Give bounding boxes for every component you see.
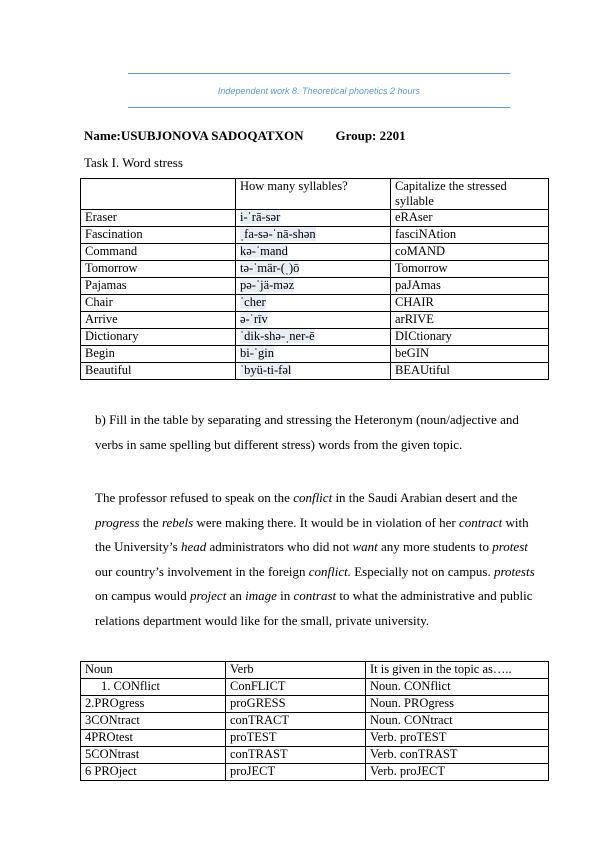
word-cell: Command bbox=[81, 244, 236, 261]
verb-cell: conTRAST bbox=[226, 747, 366, 764]
header-top-rule bbox=[128, 73, 510, 74]
table-row bbox=[81, 210, 549, 227]
passage-segment: an bbox=[226, 588, 246, 603]
student-info bbox=[84, 128, 406, 144]
heteronym-word: image bbox=[245, 588, 277, 603]
table-row bbox=[81, 730, 549, 747]
topic-usage-cell: Noun. PROgress bbox=[366, 696, 549, 713]
verb-cell: proJECT bbox=[226, 764, 366, 781]
syllables-cell bbox=[236, 227, 391, 244]
pronunciation-text: ˈdik-shə-ˌner-ē bbox=[240, 329, 315, 343]
pronunciation-text: ə-ˈrīv bbox=[240, 312, 268, 326]
word-cell: Fascination bbox=[81, 227, 236, 244]
header-bottom-rule bbox=[128, 107, 510, 108]
table-row bbox=[81, 244, 549, 261]
group-number: Group: 2201 bbox=[335, 128, 406, 143]
heteronym-word: want bbox=[352, 539, 378, 554]
passage-segment: The professor refused to speak on the bbox=[95, 490, 294, 505]
passage-segment: with the University’s bbox=[95, 514, 529, 554]
noun-cell: 2.PROgress bbox=[81, 696, 226, 713]
table-row bbox=[81, 329, 549, 346]
table-row bbox=[81, 295, 549, 312]
word-cell: Begin bbox=[81, 346, 236, 363]
table-row bbox=[81, 346, 549, 363]
syllables-cell bbox=[236, 346, 391, 363]
passage-segment: to what the administrative and public relations department would like for the small, private university. bbox=[95, 588, 533, 628]
syllables-cell bbox=[236, 210, 391, 227]
word-cell: Tomorrow bbox=[81, 261, 236, 278]
heteronym-word: protest bbox=[492, 539, 528, 554]
heteronym-table bbox=[80, 661, 549, 781]
pronunciation-text: ˈbyü-ti-fəl bbox=[240, 363, 292, 377]
topic-usage-cell: Verb. proJECT bbox=[366, 764, 549, 781]
word-cell: Arrive bbox=[81, 312, 236, 329]
header-title: Independent work 8. Theoretical phonetics 2 hours bbox=[217, 86, 421, 96]
topic-usage-cell: Verb. conTRAST bbox=[366, 747, 549, 764]
noun-cell: 4PROtest bbox=[81, 730, 226, 747]
syllables-cell bbox=[236, 261, 391, 278]
table-header-row bbox=[81, 662, 549, 679]
noun-cell: 1. CONflict bbox=[81, 679, 226, 696]
syllables-cell bbox=[236, 363, 391, 380]
syllables-cell bbox=[236, 312, 391, 329]
pronunciation-text: pə-ˈjä-məz bbox=[240, 278, 295, 292]
verb-cell: proTEST bbox=[226, 730, 366, 747]
pronunciation-text: bi-ˈgin bbox=[240, 346, 275, 360]
stressed-cell: paJAmas bbox=[391, 278, 549, 295]
heteronym-word: contract bbox=[458, 514, 503, 530]
verb-cell: conTRACT bbox=[226, 713, 366, 730]
syllables-cell bbox=[236, 329, 391, 346]
pronunciation-text: kə-ˈmand bbox=[240, 244, 288, 258]
table-row bbox=[81, 679, 549, 696]
student-name: Name:USUBJONOVA SADOQATXON bbox=[84, 128, 304, 143]
table-row bbox=[81, 747, 549, 764]
noun-cell: 5CONtrast bbox=[81, 747, 226, 764]
column-header: Noun bbox=[81, 662, 226, 679]
column-header: How many syllables? bbox=[236, 179, 391, 210]
heteronym-word: rebels bbox=[161, 514, 194, 530]
column-header: It is given in the topic as….. bbox=[366, 662, 549, 679]
passage-segment: the bbox=[139, 514, 162, 530]
syllables-cell bbox=[236, 295, 391, 312]
table-row bbox=[81, 278, 549, 295]
noun-cell: 6 PROject bbox=[81, 764, 226, 781]
passage-segment: any more students to bbox=[377, 539, 493, 554]
heteronym-word: progress bbox=[95, 514, 140, 530]
stressed-cell: Tomorrow bbox=[391, 261, 549, 278]
verb-cell: proGRESS bbox=[226, 696, 366, 713]
topic-usage-cell: Verb. proTEST bbox=[366, 730, 549, 747]
word-cell: Chair bbox=[81, 295, 236, 312]
heteronym-word: conflict. bbox=[308, 563, 351, 579]
heteronym-word: contrast bbox=[293, 588, 337, 603]
stressed-cell: coMAND bbox=[391, 244, 549, 261]
passage-segment: administrators who did not bbox=[206, 539, 353, 554]
passage-segment: our country’s involvement in the foreign bbox=[95, 563, 309, 579]
stressed-cell: BEAUtiful bbox=[391, 363, 549, 380]
column-header: Capitalize the stressed syllable bbox=[391, 179, 549, 210]
word-cell: Pajamas bbox=[81, 278, 236, 295]
stressed-cell: beGIN bbox=[391, 346, 549, 363]
heteronym-word: project bbox=[189, 588, 227, 603]
stressed-cell: arRIVE bbox=[391, 312, 549, 329]
task1-title: Task I. Word stress bbox=[84, 155, 183, 170]
column-header bbox=[81, 179, 236, 210]
pronunciation-text: i-ˈrā-sər bbox=[240, 210, 281, 224]
stressed-cell: eRAser bbox=[391, 210, 549, 227]
passage-text bbox=[95, 486, 545, 633]
noun-cell: 3CONtract bbox=[81, 713, 226, 730]
syllables-cell bbox=[236, 278, 391, 295]
table-row bbox=[81, 713, 549, 730]
passage-segment: Especially not on campus. bbox=[350, 563, 494, 579]
passage-segment: in bbox=[276, 588, 294, 603]
table-row bbox=[81, 261, 549, 278]
column-header: Verb bbox=[226, 662, 366, 679]
pronunciation-text: tə-ˈmär-(ˌ)ō bbox=[240, 261, 300, 275]
verb-cell: ConFLICT bbox=[226, 679, 366, 696]
stressed-cell: DICtionary bbox=[391, 329, 549, 346]
word-cell: Eraser bbox=[81, 210, 236, 227]
table-row bbox=[81, 764, 549, 781]
table-header-row bbox=[81, 179, 549, 210]
pronunciation-text: ˌfa-sə-ˈnā-shən bbox=[240, 227, 316, 241]
pronunciation-text: ˈcher bbox=[240, 295, 266, 309]
heteronym-word: conflict bbox=[293, 490, 333, 505]
topic-usage-cell: Noun. CONflict bbox=[366, 679, 549, 696]
task-b-instruction: b) Fill in the table by separating and stressing the Heteronym (noun/adjective and verbs in same spelling but different stress) words from the given topic. bbox=[95, 412, 519, 452]
topic-usage-cell: Noun. CONtract bbox=[366, 713, 549, 730]
heteronym-word: head bbox=[180, 539, 207, 554]
passage-segment: on campus would bbox=[95, 588, 190, 603]
table-row bbox=[81, 363, 549, 380]
word-stress-table bbox=[80, 178, 549, 380]
passage-segment: in the Saudi Arabian desert and the bbox=[332, 490, 518, 505]
word-cell: Beautiful bbox=[81, 363, 236, 380]
word-cell: Dictionary bbox=[81, 329, 236, 346]
table-row bbox=[81, 312, 549, 329]
stressed-cell: CHAIR bbox=[391, 295, 549, 312]
syllables-cell bbox=[236, 244, 391, 261]
stressed-cell: fasciNAtion bbox=[391, 227, 549, 244]
table-row bbox=[81, 696, 549, 713]
table-row bbox=[81, 227, 549, 244]
heteronym-word: protests bbox=[493, 563, 535, 579]
passage-segment: were making there. It would be in violation of her bbox=[193, 514, 459, 530]
